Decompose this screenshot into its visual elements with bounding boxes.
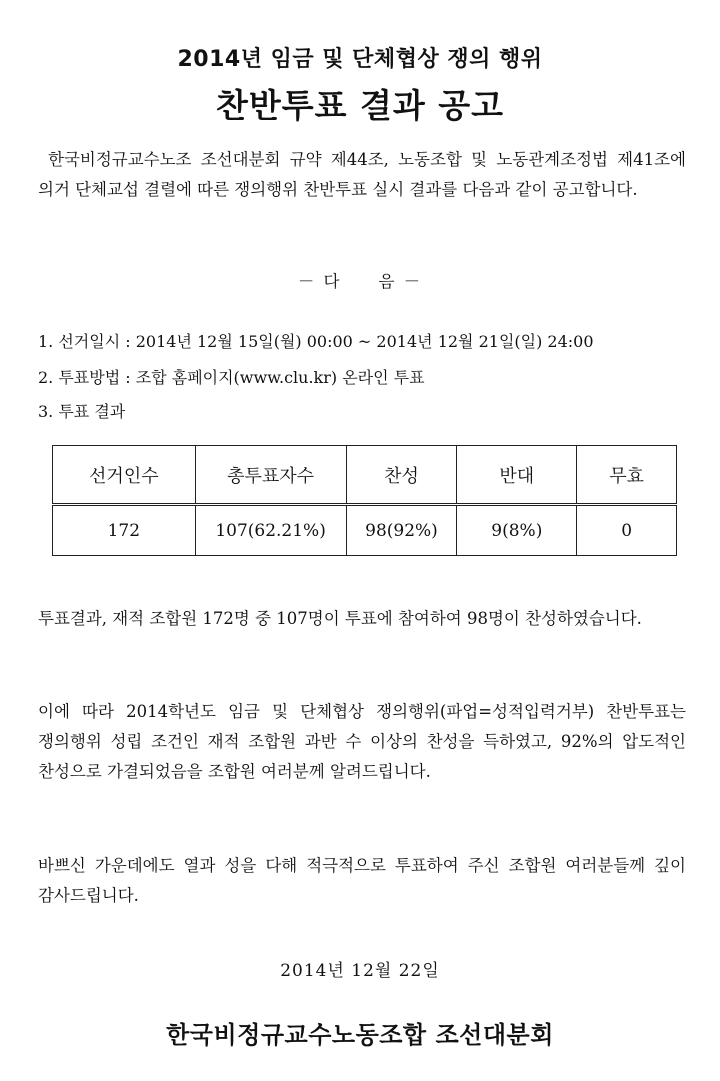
detail-paragraph: 이에 따라 2014학년도 임금 및 단체협상 쟁의행위(파업=성적입력거부) 찬반투표는 쟁의행위 성립 조건인 재적 조합원 과반 수 이상의 찬성을 득하였고, 92%의 압도적인 찬성으로 가결되었음을 조합원 여러분께 알려드립니다. xyxy=(38,702,686,781)
table-row xyxy=(53,505,677,556)
notice-date: 2014년 12월 22일 xyxy=(280,961,440,981)
intro-paragraph: 한국비정규교수노조 조선대분회 규약 제44조, 노동조합 및 노동관계조정법 제41조에 의거 단체교섭 결렬에 따른 쟁의행위 찬반투표 실시 결과를 다음과 같이 공고합니다. xyxy=(38,150,686,199)
cell-invalid: 0 xyxy=(577,505,677,556)
thanks-paragraph: 바쁘신 가운데에도 열과 성을 다해 적극적으로 투표하여 주신 조합원 여러분들께 깊이 감사드립니다. xyxy=(38,856,686,905)
result-paragraph: 투표결과, 재적 조합원 172명 중 107명이 투표에 참여하여 98명이 찬성하였습니다. xyxy=(38,609,642,628)
section-heading: － 다 음 － xyxy=(297,272,423,291)
cell-eligible-voters: 172 xyxy=(53,505,196,556)
notice-title: 찬반투표 결과 공고 xyxy=(215,86,504,125)
vote-result-table xyxy=(52,445,677,556)
header-against: 반대 xyxy=(457,446,577,505)
header-eligible-voters: 선거인수 xyxy=(53,446,196,505)
notice-subtitle: 2014년 임금 및 단체협상 쟁의 행위 xyxy=(177,47,543,72)
header-in-favor: 찬성 xyxy=(346,446,457,505)
header-invalid: 무효 xyxy=(577,446,677,505)
union-signature: 한국비정규교수노동조합 조선대분회 xyxy=(166,1021,554,1049)
item-vote-result: 3. 투표 결과 xyxy=(38,402,126,421)
cell-total-voters: 107(62.21%) xyxy=(195,505,346,556)
cell-in-favor: 98(92%) xyxy=(346,505,457,556)
item-voting-method: 2. 투표방법 : 조합 홈페이지(www.clu.kr) 온라인 투표 xyxy=(38,368,425,387)
header-total-voters: 총투표자수 xyxy=(195,446,346,505)
cell-against: 9(8%) xyxy=(457,505,577,556)
item-election-date: 1. 선거일시 : 2014년 12월 15일(월) 00:00 ~ 2014년 12월 21일(일) 24:00 xyxy=(38,332,594,351)
table-header-row xyxy=(53,446,677,505)
